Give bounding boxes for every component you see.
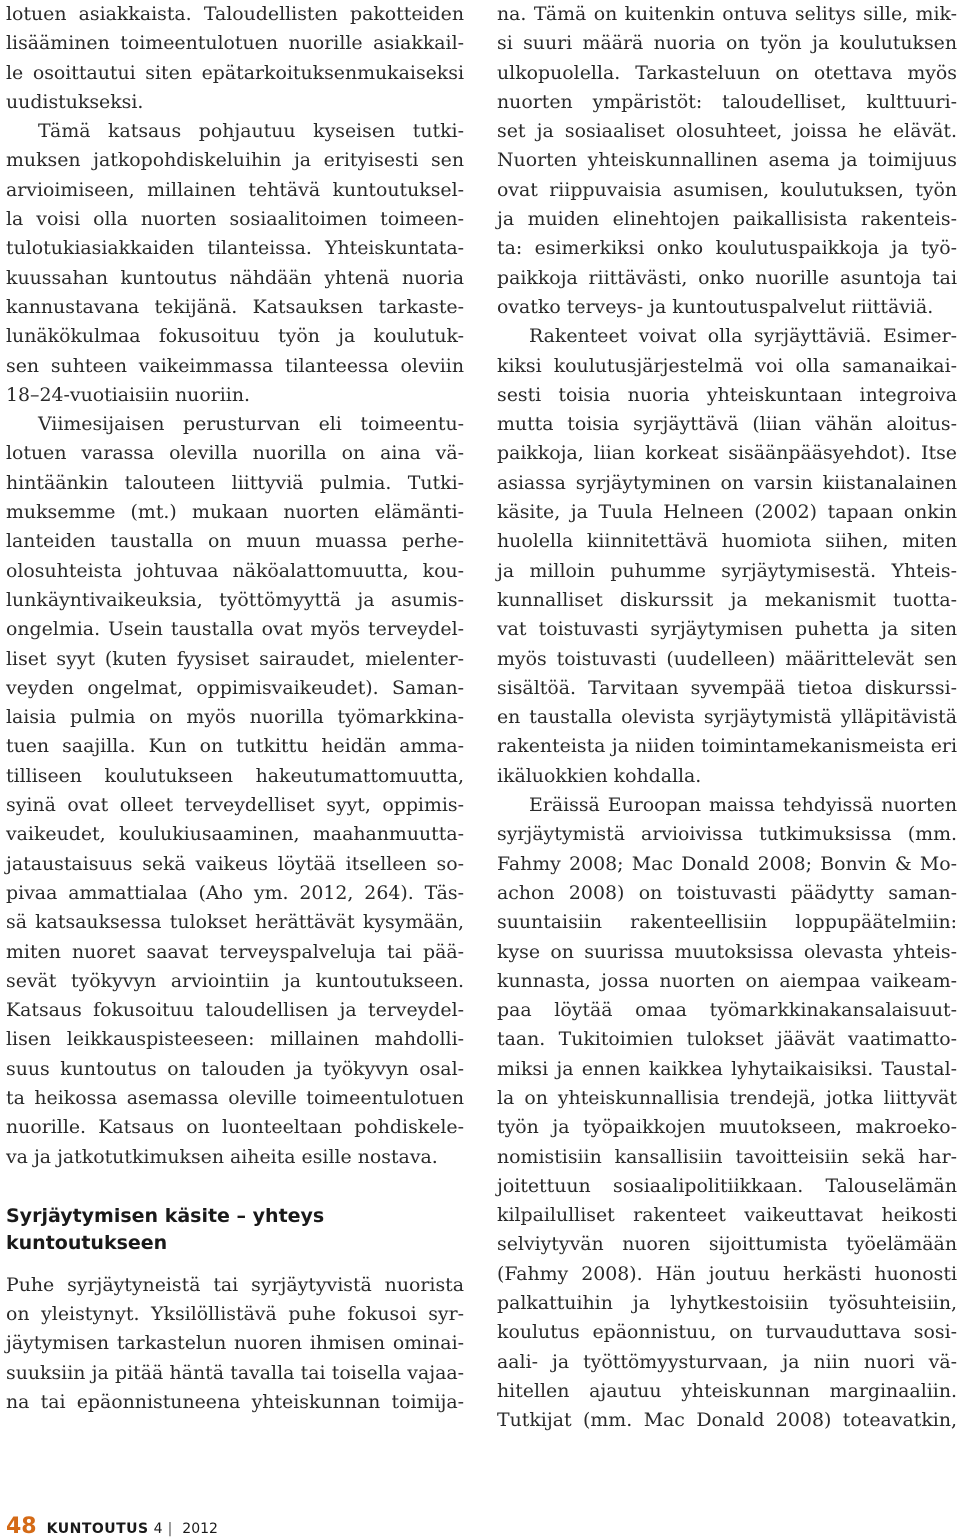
- text-line: miten nuoret saavat terveyspalveluja tai pää-: [6, 940, 464, 963]
- text-line: sesti toisia nuoria yhteiskuntaan integroiva: [497, 383, 957, 406]
- text-line: set ja sosiaaliset olosuhteet, joissa he elävät.: [497, 120, 957, 143]
- paragraph: [497, 322, 957, 791]
- text-line: Katsaus fokusoituu taloudellisen ja terveydel-: [6, 999, 464, 1022]
- paragraph: [497, 0, 957, 322]
- text-line: lunkäyntivaikeuksia, työttömyyttä ja asumis-: [6, 588, 464, 611]
- paragraph: [497, 791, 957, 1436]
- text-line: huolella kiinnitettävä huomiota siihen, miten: [497, 530, 957, 553]
- text-line: liset syyt (kuten fyysiset sairaudet, mielenter-: [6, 647, 464, 670]
- issue-year: 2012: [182, 1521, 218, 1537]
- text-line: vaikeudet, koulukiusaaminen, maahanmuutta-: [6, 823, 464, 846]
- text-line: sä katsauksessa tulokset herättävät kysymään,: [6, 911, 464, 934]
- text-line: achon 2008) on toistuvasti päädytty saman-: [497, 881, 957, 904]
- text-line: suuksiin ja pitää häntä tavalla tai toisella vajaa-: [6, 1361, 464, 1384]
- text-line: kunnasta, jossa nuorten on aiempaa vaikeam-: [497, 969, 957, 992]
- text-line: nomistisiin kansallisiin tavoitteisiin sekä har-: [497, 1145, 957, 1168]
- text-line: lotuen asiakkaista. Taloudellisten pakotteiden: [6, 3, 464, 25]
- text-line: muksemme (mt.) mukaan nuorten elämänti-: [6, 501, 464, 524]
- text-line: Rakenteet voivat olla syrjäyttäviä. Esimer-: [529, 325, 957, 348]
- text-line: ovat riippuvaisia asumisen, koulutuksen, työn: [497, 178, 957, 201]
- text-line: mutta toisia syrjäyttävä (liian vähän aloitus-: [497, 413, 957, 436]
- text-line: Viimesijaisen perusturvan eli toimeentu-: [38, 413, 464, 436]
- text-line: (Fahmy 2008). Hän joutuu herkästi huonosti: [497, 1262, 957, 1285]
- text-line: kannustavana tekijänä. Katsauksen tarkaste-: [6, 295, 464, 318]
- text-line: aali- ja työttömyysturvaan, ja niin nuori vä-: [497, 1350, 957, 1373]
- text-line: ja muiden elinehtojen paikallisista rakenteis-: [497, 208, 957, 231]
- text-line: miksi ja ennen kaikkea lyhytaikaisiksi. Taustal-: [497, 1057, 957, 1080]
- text-line: sisältöä. Tarvitaan syvempää tietoa diskurssi-: [497, 676, 957, 699]
- text-line: en taustalla olevista syrjäytymistä ylläpitävistä: [497, 706, 957, 729]
- text-line: la voisi olla nuorten sosiaalitoimen toimeen-: [6, 208, 464, 231]
- text-line: syrjäytymistä arvioivissa tutkimuksissa (mm.: [497, 823, 957, 846]
- text-line: tulotukiasiakkaiden tilanteissa. Yhteiskuntata-: [6, 237, 464, 260]
- text-line: ikäluokkien kohdalla.: [497, 764, 702, 787]
- text-line: Puhe syrjäytyneistä tai syrjäytyvistä nuorista: [6, 1273, 464, 1296]
- text-line: käsite, ja Tuula Helneen (2002) tapaan onkin: [497, 501, 957, 524]
- text-line: vat toistuvasti syrjäytymisen puhetta ja siten: [497, 618, 957, 641]
- text-line: kiksi koulutusjärjestelmä voi olla samanaikai-: [497, 354, 957, 377]
- text-line: kilpailulliset rakenteet vaikeuttavat heikosti: [497, 1204, 957, 1227]
- text-line: Tutkijat (mm. Mac Donald 2008) toteavatkin,: [497, 1409, 957, 1432]
- text-line: Fahmy 2008; Mac Donald 2008; Bonvin & Mo-: [497, 852, 957, 875]
- text-line: nuorille. Katsaus on luonteeltaan pohdiskele-: [6, 1116, 464, 1139]
- text-line: arvioimiseen, millainen tehtävä kuntoutuksel-: [6, 178, 464, 201]
- text-line: kunnalliset diskurssit ja mekanismit tuotta-: [497, 588, 957, 611]
- text-line: taan. Tukitoimien tulokset jäävät vaatimatto-: [497, 1028, 957, 1051]
- text-line: tuen saajilla. Kun on tutkittu heidän amma-: [6, 735, 464, 758]
- text-line: paikkoja, liian korkeat sisäänpääsyehdot). Itse: [497, 442, 957, 465]
- right-column: [497, 0, 957, 1436]
- text-line: uudistukseksi.: [6, 90, 144, 113]
- text-line: selviytyvän nuoren sijoittumista työelämään: [497, 1233, 957, 1256]
- text-line: asiassa syrjäytyminen on varsin kiistanalainen: [497, 471, 957, 494]
- text-line: 18–24-vuotiaisiin nuoriin.: [6, 383, 250, 406]
- text-line: jataustaisuus sekä vaikeus löytää itselleen so-: [6, 852, 464, 875]
- page-footer: [6, 1514, 218, 1540]
- text-line: hitellen ajautuu yhteiskunnan marginaaliin.: [497, 1379, 957, 1402]
- text-line: va ja jatkotutkimuksen aiheita esille nostava.: [6, 1145, 438, 1168]
- text-line: kuussahan kuntoutus nähdään yhtenä nuoria: [6, 266, 464, 289]
- text-line: syinä ovat olleet terveydelliset syyt, oppimis-: [6, 794, 464, 817]
- text-line: sen suhteen vaikeimmassa tilanteessa oleviin: [6, 354, 464, 377]
- text-line: ovatko terveys- ja kuntoutuspalvelut riittäviä.: [497, 295, 934, 318]
- heading-line: kuntoutukseen: [6, 1231, 168, 1254]
- text-line: joitettuun sosiaalipolitiikkaan. Talouselämän: [497, 1174, 957, 1197]
- text-line: jäytymisen tarkastelun nuoren ihmisen ominai-: [6, 1332, 464, 1355]
- page-number: 48: [6, 1514, 37, 1539]
- text-line: olosuhteista johtuvaa näköalattomuutta, kou-: [6, 559, 464, 582]
- text-line: na tai epäonnistuneena yhteiskunnan toimija-: [6, 1391, 464, 1414]
- text-line: muksen jatkopohdiskeluihin ja erityisesti sen: [6, 149, 464, 172]
- issue-number: 4: [153, 1521, 163, 1537]
- text-line: Tämä katsaus pohjautuu kyseisen tutki-: [38, 120, 464, 143]
- text-line: ulkopuolella. Tarkasteluun on otettava myös: [497, 61, 957, 84]
- text-line: veyden ongelmat, oppimisvaikeudet). Saman-: [6, 676, 464, 699]
- text-line: laisia pulmia on myös nuorilla työmarkkina-: [6, 706, 464, 729]
- text-line: suus kuntoutus on talouden ja työkyvyn osal-: [6, 1057, 464, 1080]
- text-line: kyse on suurissa muutoksissa olevasta yhteis-: [497, 940, 957, 963]
- text-line: lotuen varassa olevilla nuorilla on aina vä-: [6, 442, 464, 465]
- text-line: paa löytää omaa työmarkkinakansalaisuut-: [497, 999, 957, 1022]
- magazine-name: KUNTOUTUS: [46, 1521, 149, 1537]
- text-line: työn ja työpaikkojen muutokseen, makroeko-: [497, 1116, 957, 1139]
- text-line: ta heikossa asemassa oleville toimeentulotuen: [6, 1086, 464, 1109]
- text-line: la on yhteiskunnallisia trendejä, jotka liittyvät: [497, 1086, 957, 1109]
- paragraph: [6, 0, 464, 117]
- text-line: na. Tämä on kuitenkin ontuva selitys sille, mik-: [497, 3, 957, 25]
- text-line: lunäkökulmaa fokusoituu työn ja koulutuk-: [6, 325, 464, 348]
- text-line: tilliseen koulutukseen hakeutumattomuutta,: [6, 764, 464, 787]
- paragraph: [6, 117, 464, 410]
- text-line: pivaa ammattialaa (Aho ym. 2012, 264). Täs-: [6, 881, 464, 904]
- text-line: si suuri määrä nuoria on työn ja koulutuksen: [497, 32, 957, 55]
- text-line: lanteiden taustalla on muun muassa perhe-: [6, 530, 464, 553]
- text-line: rakenteista ja niiden toimintamekanismeista eri: [497, 735, 957, 758]
- left-column: [6, 0, 464, 1417]
- text-line: le osoittautui siten epätarkoituksenmukaiseksi: [6, 61, 464, 84]
- text-line: lisääminen toimeentulotuen nuorille asiakkail-: [6, 32, 464, 55]
- text-line: ta: esimerkiksi onko koulutuspaikkoja ja työ-: [497, 237, 957, 260]
- text-line: sevät työkyvyn arviointiin ja kuntoutukseen.: [6, 969, 464, 992]
- text-line: ongelmia. Usein taustalla ovat myös terveydel-: [6, 618, 464, 641]
- text-line: palkattuihin ja lyhytkestoisiin työsuhteisiin,: [497, 1292, 957, 1315]
- text-line: Nuorten yhteiskunnallinen asema ja toimijuus: [497, 149, 957, 172]
- text-line: koulutus epäonnistuu, on turvauduttava sosi-: [497, 1321, 957, 1344]
- text-line: nuorten ympäristöt: taloudelliset, kulttuuri-: [497, 90, 957, 113]
- text-line: lisen leikkauspisteeseen: millainen mahdolli-: [6, 1028, 464, 1051]
- paragraph: [6, 410, 464, 1172]
- section-heading: [6, 1203, 464, 1257]
- text-line: Eräissä Euroopan maissa tehdyissä nuorten: [529, 794, 957, 817]
- text-line: ja milloin puhumme syrjäytymisestä. Yhteis-: [497, 559, 957, 582]
- heading-line: Syrjäytymisen käsite – yhteys: [6, 1204, 325, 1227]
- text-line: suuntaisiin rakenteellisiin loppupäätelmiin:: [497, 911, 957, 934]
- text-line: myös toistuvasti (uudelleen) määrittelevät sen: [497, 647, 957, 670]
- text-line: paikkoja riittävästi, onko nuorille asuntoja tai: [497, 266, 957, 289]
- text-line: on yleistynyt. Yksilöllistävä puhe fokusoi syr-: [6, 1303, 464, 1326]
- footer-separator: |: [167, 1521, 173, 1537]
- text-line: hintäänkin talouteen liittyviä pulmia. Tutki-: [6, 471, 464, 494]
- paragraph: [6, 1271, 464, 1417]
